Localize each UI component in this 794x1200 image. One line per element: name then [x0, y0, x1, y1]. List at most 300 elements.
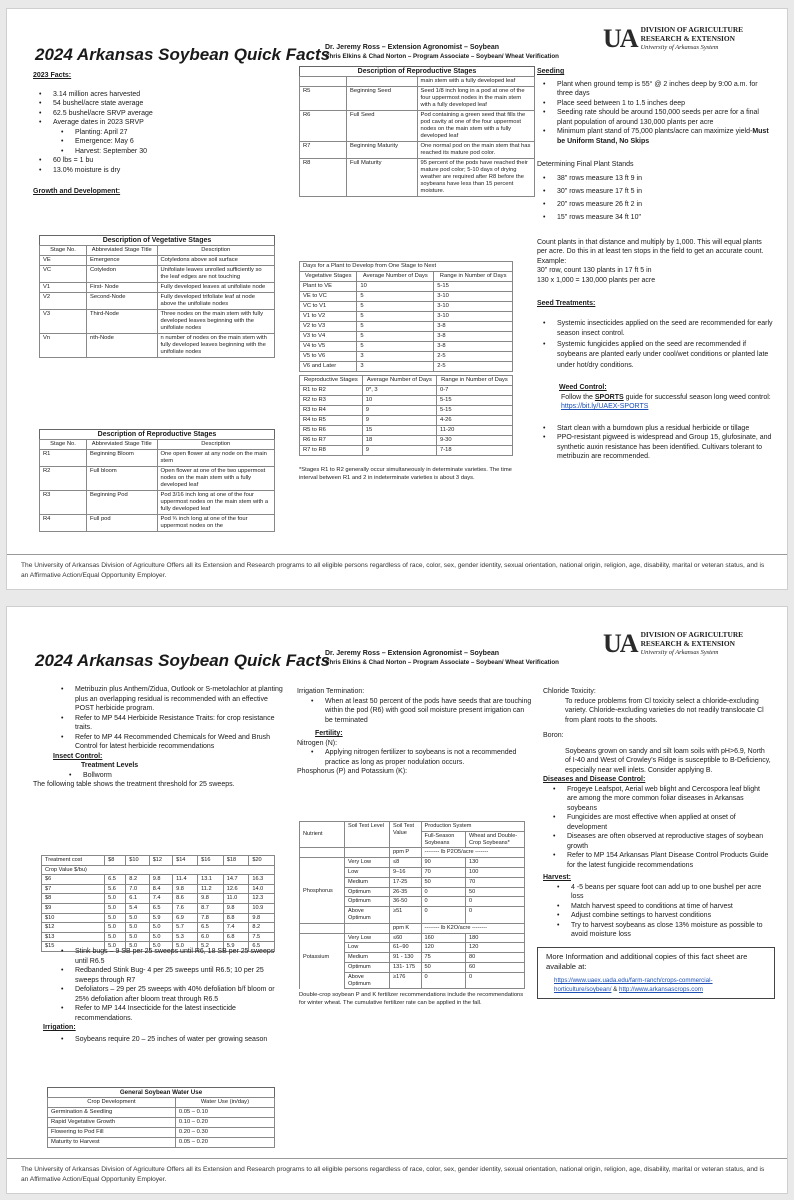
weed-item: • Refer to MP 44 Recommended Chemicals for Weed and Brush Control for latest herbicide recommendations [55, 733, 283, 752]
vegetative-stages-table [39, 235, 275, 358]
stands-example-2: 130 x 1,000 = 130,000 plants per acre [537, 276, 656, 284]
table-cell: One normal pod on the main stem that has reached its mature pod color. [417, 142, 535, 159]
nitrogen-heading: Nitrogen (N): [297, 739, 338, 747]
table-cell: R1 [40, 450, 87, 467]
insect-item: • Stink bugs – 9 SB per 25 sweeps until R6, 18 SB per 25 sweeps until R6.5 [55, 947, 283, 966]
column-header: Stage No. [40, 440, 87, 450]
table-caption: Days for a Plant to Develop from One Stage to Next [300, 262, 513, 272]
table-cell: 0 [466, 972, 525, 989]
table-row [40, 266, 275, 283]
table-cell: R2 [40, 467, 87, 491]
table-cell: 9.8 [173, 884, 198, 894]
table-cell: 7.4 [223, 923, 249, 933]
table-cell: Rapid Vegetative Growth [48, 1118, 176, 1128]
table-cell: 3-10 [434, 292, 513, 302]
table-cell: Crop Value $/bu) [42, 865, 275, 875]
fact-item: • 62.5 bushel/acre SRVP average [33, 109, 283, 119]
table-cell: 3-8 [434, 332, 513, 342]
table-cell: 16.3 [249, 875, 275, 885]
table-cell: 5.0 [126, 942, 149, 952]
table-cell: R3 [40, 491, 87, 515]
insect-item: • Redbanded Stink Bug- 4 per 25 sweeps until R6.5; 10 per 25 sweeps through R7 [55, 966, 283, 985]
table-caption: General Soybean Water Use [47, 1087, 275, 1097]
irrigation-termination-item: • When at least 50 percent of the pods have seeds that are touching within the pod (R6) with good soil moisture present irrigation can be terminated [305, 697, 533, 726]
table-cell: 5 [357, 342, 434, 352]
table-cell: Third-Node [87, 310, 158, 334]
stands-heading: Determining Final Plant Stands [537, 161, 634, 168]
author-header [325, 649, 559, 667]
table-row [42, 894, 275, 904]
table-cell: Full pod [87, 515, 158, 532]
stands-example-1: 30" row, count 130 plants in 17 ft 5 in [537, 267, 652, 274]
seeding-item: • Seeding rate should be around 150,000 seeds per acre for a final plant population of around 130,000 plants per acre [537, 108, 773, 127]
table-row [300, 933, 525, 943]
arkansascrops-link[interactable]: http://www.arkansascrops.com [619, 986, 703, 993]
table-row [300, 312, 513, 322]
table-row [300, 943, 525, 953]
table-cell: 9.8 [223, 903, 249, 913]
fact-sub-item: • Emergence: May 6 [33, 137, 283, 147]
table-cell: Second-Node [87, 293, 158, 310]
table-cell: 17-25 [390, 877, 422, 887]
table-cell: 7.4 [149, 894, 172, 904]
table-cell: 0.05 – 0.20 [175, 1138, 274, 1148]
irrigation-heading: Irrigation: [43, 1024, 76, 1031]
table-row [48, 1108, 275, 1118]
fact-item: • 54 bushel/acre state average [33, 99, 283, 109]
table-cell: R8 [300, 159, 347, 197]
table-row [300, 897, 525, 907]
p2-right-column [543, 687, 771, 940]
table-row [42, 913, 275, 923]
table-row [40, 256, 275, 266]
table-cell: 130 [466, 858, 525, 868]
table-cell: 5.0 [149, 932, 172, 942]
table-cell: Emergence [87, 256, 158, 266]
table-cell: 0 [421, 907, 466, 924]
table-cell: R4 [40, 515, 87, 532]
weed-item: • Metribuzin plus Anthem/Zidua, Outlook or S-metolachlor at planting plus an overlapping residual is recommended with an effective POST herbicide program. [55, 685, 283, 714]
table-cell: 5.0 [149, 923, 172, 933]
table-cell: 90 [421, 858, 466, 868]
stand-item: • 38" rows measure 13 ft 9 in [537, 172, 773, 185]
table-row [48, 1118, 275, 1128]
page-title: 2024 Arkansas Soybean Quick Facts [35, 45, 331, 64]
fact-item: • 3.14 million acres harvested [33, 90, 283, 100]
table-cell: 5.0 [105, 932, 126, 942]
table-row [300, 142, 535, 159]
logo-line-3: University of Arkansas System [640, 44, 719, 51]
column-header: Crop Development [48, 1098, 176, 1108]
table-cell: 5.9 [223, 942, 249, 952]
table-cell: Unifoliate leaves unrolled sufficiently so the leaf edges are not touching [157, 266, 275, 283]
table-cell: 6.5 [149, 903, 172, 913]
seeding-item-text: Minimum plant stand of 75,000 plants/acre can maximize yield- [557, 128, 753, 135]
table-cell: 6.5 [105, 875, 126, 885]
table-cell: 36-50 [390, 897, 422, 907]
logo-line-1: DIVISION OF AGRICULTURE [640, 630, 744, 639]
stand-item: • 15" rows measure 34 ft 10" [537, 211, 773, 224]
column-header: Treatment cost [42, 856, 105, 866]
table-cell: 6.8 [223, 932, 249, 942]
table-cell: V1 to V2 [300, 312, 357, 322]
table-cell: 8.8 [223, 913, 249, 923]
table-cell: 70 [421, 867, 466, 877]
insect-list [33, 947, 283, 1044]
table-cell: 5-15 [436, 406, 512, 416]
column-header: Range in Number of Days [436, 376, 512, 386]
table-row [300, 332, 513, 342]
table-cell: Cotyledon [87, 266, 158, 283]
table-cell: 100 [466, 867, 525, 877]
table-row [300, 953, 525, 963]
irrigation-item: • Soybeans require 20 – 25 inches of water per growing season [55, 1035, 283, 1045]
column-header: Wheat and Double-Crop Soybeans* [466, 831, 525, 848]
table-cell: 131- 175 [390, 962, 422, 972]
uada-logo [603, 627, 753, 661]
table-row [300, 877, 525, 887]
table-cell: 80 [466, 953, 525, 963]
column-header: $10 [126, 856, 149, 866]
column-header: $14 [173, 856, 198, 866]
table-cell: 12.3 [249, 894, 275, 904]
table-cell: 5 [357, 332, 434, 342]
table-cell: 4-26 [436, 416, 512, 426]
vegetative-days-table [299, 261, 513, 372]
seeding-section [537, 67, 773, 462]
table-cell: 3-8 [434, 322, 513, 332]
nutrient-label: Potassium [300, 953, 345, 963]
logo-line-3: University of Arkansas System [640, 649, 719, 656]
table-cell: 3-8 [434, 342, 513, 352]
seeding-item: • Place seed between 1 to 1.5 inches deep [537, 99, 773, 109]
table-cell: 5 [357, 312, 434, 322]
table-cell: R6 to R7 [300, 436, 363, 446]
nutrient-label: Phosphorus [300, 887, 345, 897]
harvest-item: • Try to harvest soybeans as close 13% moisture as possible to avoid moisture loss [551, 921, 771, 940]
table-cell: 120 [466, 943, 525, 953]
table-cell: V4 to V5 [300, 342, 357, 352]
column-header: Stage No. [40, 246, 87, 256]
table-cell: 9 [362, 416, 436, 426]
table-cell: -------- lb K2O/acre -------- [421, 923, 525, 933]
column-header: Soil Test Level [345, 822, 390, 848]
table-cell: Fully developed leaves at unifoliate node [157, 283, 275, 293]
table-cell: Plant to VE [300, 282, 357, 292]
table-row [48, 1138, 275, 1148]
table-cell: Maturity to Harvest [48, 1138, 176, 1148]
table-cell: 0*, 3 [362, 386, 436, 396]
table-cell: 9–16 [390, 867, 422, 877]
nitrogen-item: • Applying nitrogen fertilizer to soybeans is not a recommended practice as long as proper nodulation occurs. [305, 748, 533, 767]
disease-item: • Fungicides are most effective when applied at onset of development [547, 813, 771, 832]
table-row [42, 932, 275, 942]
table-cell: 14.7 [223, 875, 249, 885]
table-cell: Flowering to Pod Fill [48, 1128, 176, 1138]
column-header: Production System [421, 822, 525, 832]
table-cell: Very Low [345, 933, 390, 943]
table-cell: 5.6 [105, 884, 126, 894]
weed-intro: Follow the [561, 393, 595, 401]
table-cell: 2-5 [434, 352, 513, 362]
table-cell: 0 [421, 897, 466, 907]
table-cell: Above Optimum [345, 907, 390, 924]
insect-intro: The following table shows the treatment threshold for 25 sweeps. [33, 781, 235, 788]
fertilizer-note: Double-crop soybean P and K fertilizer recommendations include the recommendations for winter wheat. The cumulative fertilizer rate can be applied in the fall. [299, 992, 524, 1006]
page-1 [6, 8, 788, 590]
logo-mark: UA [603, 24, 637, 53]
footer-disclaimer: The University of Arkansas Division of Agriculture Offers all its Extension and Research programs to all eligible persons regardless of race, color, sex, gender identity, sexual orientation, national origin, religion, age, disability, marital or veteran status, and is an Affirmative Action/Equal Opportunity Employer. [7, 1158, 787, 1193]
author-line-1: Dr. Jeremy Ross – Extension Agronomist – Soybean [325, 44, 500, 51]
table-cell: 61–90 [390, 943, 422, 953]
p2-left-column [33, 685, 283, 790]
table-cell: VC [40, 266, 87, 283]
table-cell: 5.2 [198, 942, 224, 952]
column-header: $20 [249, 856, 275, 866]
table-cell: 9 [362, 446, 436, 456]
table-row [300, 426, 513, 436]
table-cell: 5 [357, 292, 434, 302]
table-cell: 6.9 [173, 913, 198, 923]
table-row [300, 858, 525, 868]
table-cell: Full bloom [87, 467, 158, 491]
table-cell: 5.0 [105, 923, 126, 933]
seed-treatment-item: • Systemic insecticides applied on the seed are recommended for early season insect control. [537, 319, 773, 340]
harvest-item: • Match harvest speed to conditions at time of harvest [551, 902, 771, 912]
table-row [300, 887, 525, 897]
table-cell: R3 to R4 [300, 406, 363, 416]
table-cell: 6.1 [126, 894, 149, 904]
table-cell: 5 [357, 322, 434, 332]
table-cell: R6 [300, 111, 347, 142]
table-cell: V1 [40, 283, 87, 293]
table-row [300, 342, 513, 352]
table-cell: 3-10 [434, 302, 513, 312]
table-cell: Low [345, 943, 390, 953]
disease-item: • Frogeye Leafspot, Aerial web blight and Cercospora leaf blight are among the more common foliar diseases in Arkansas soybeans [547, 785, 771, 814]
table-caption: Description of Reproductive Stages [39, 429, 275, 439]
table-cell: 8.2 [126, 875, 149, 885]
fertility-heading: Fertility: [315, 730, 343, 737]
table-cell: 6.5 [249, 942, 275, 952]
table-cell: 10 [357, 282, 434, 292]
table-cell: 9.8 [249, 913, 275, 923]
table-cell: 5.0 [105, 903, 126, 913]
table-row [300, 87, 535, 111]
table-row [300, 446, 513, 456]
table-cell: 7.6 [173, 903, 198, 913]
logo-mark: UA [603, 629, 637, 658]
table-cell: 10 [362, 396, 436, 406]
table-cell: 12.6 [223, 884, 249, 894]
table-cell: 95 percent of the pods have reached their mature pod color; 5-10 days of drying weather are required after R8 before the soybeans have less than 15 percent moisture. [417, 159, 535, 197]
reproductive-days-table [299, 375, 513, 456]
table-cell: 75 [421, 953, 466, 963]
table-cell: 3-10 [434, 312, 513, 322]
sports-link[interactable]: https://bit.ly/UAEX-SPORTS [561, 403, 649, 410]
harvest-item: • Adjust combine settings to harvest conditions [551, 911, 771, 921]
table-row [42, 875, 275, 885]
more-info-text: More Information and additional copies of this fact sheet are available at: [546, 952, 748, 971]
table-row [300, 352, 513, 362]
boron-heading: Boron: [543, 732, 564, 739]
table-row [300, 386, 513, 396]
table-cell: V2 to V3 [300, 322, 357, 332]
table-cell: 8.7 [198, 903, 224, 913]
table-cell: 160 [421, 933, 466, 943]
column-header: Water Use (in/day) [175, 1098, 274, 1108]
column-header: Range in Number of Days [434, 272, 513, 282]
table-cell: VE to VC [300, 292, 357, 302]
page-2 [6, 606, 788, 1194]
table-cell: 5-15 [436, 396, 512, 406]
table-cell: R4 to R5 [300, 416, 363, 426]
facts-heading: 2023 Facts: [33, 72, 72, 79]
table-row [300, 362, 513, 372]
table-cell: 9-30 [436, 436, 512, 446]
table-cell: ppm K [390, 923, 422, 933]
more-info-box [537, 947, 775, 999]
table-row [40, 467, 275, 491]
table-cell: 5.0 [105, 913, 126, 923]
table-cell: Very Low [345, 858, 390, 868]
table-cell: Beginning Pod [87, 491, 158, 515]
table-row [300, 867, 525, 877]
facts-section [33, 71, 283, 197]
irrigation-termination-heading: Irrigation Termination: [297, 688, 365, 695]
weed-intro-2: guide for successful season long weed control: [623, 393, 771, 401]
growth-heading: Growth and Development: [33, 188, 121, 195]
table-cell: 5.4 [126, 903, 149, 913]
insect-item: • Refer to MP 144 Insecticide for the latest insecticide recommendations. [55, 1004, 283, 1023]
table-cell: ≤60 [390, 933, 422, 943]
table-cell: ≥176 [390, 972, 422, 989]
table-row [42, 923, 275, 933]
table-row [300, 972, 525, 989]
table-caption: Description of Vegetative Stages [39, 235, 275, 245]
table-row [300, 907, 525, 924]
link-separator: & [611, 986, 620, 993]
table-cell: 7.0 [126, 884, 149, 894]
table-cell: Optimum [345, 887, 390, 897]
table-cell: Above Optimum [345, 972, 390, 989]
table-cell: 11.2 [198, 884, 224, 894]
table-cell: 9.8 [198, 894, 224, 904]
table-cell: 5.3 [173, 932, 198, 942]
table-cell: Beginning Maturity [347, 142, 418, 159]
table-row [300, 292, 513, 302]
disease-item: • Diseases are often observed at reproductive stages of soybean growth [547, 832, 771, 851]
uada-logo [603, 22, 753, 56]
column-header: Vegetative Stages [300, 272, 357, 282]
stand-item: • 20" rows measure 26 ft 2 in [537, 198, 773, 211]
author-header [325, 43, 559, 61]
table-cell: 9 [362, 406, 436, 416]
column-header: Abbreviated Stage Title [87, 440, 158, 450]
disease-heading: Diseases and Disease Control: [543, 776, 646, 783]
table-cell: 0 [421, 887, 466, 897]
table-cell: 0-7 [436, 386, 512, 396]
boron-text: Soybeans grown on sandy and silt loam soils with pH>6.9, North of I-40 and West of Crowley's Ridge is susceptible to B-Deficiency, especially near well inlets. Consider applying B. [565, 747, 771, 774]
table-cell: 5.0 [126, 923, 149, 933]
table-cell: One open flower at any node on the main stem [157, 450, 275, 467]
disease-item: • Refer to MP 154 Arkansas Plant Disease Control Products Guide for the latest fungicide recommendations [547, 851, 771, 870]
fact-sub-item: • Harvest: September 30 [33, 147, 283, 157]
table-row [40, 515, 275, 532]
table-cell: Germination & Seedling [48, 1108, 176, 1118]
table-cell: 5.0 [105, 942, 126, 952]
table-cell: Optimum [345, 897, 390, 907]
table-cell: n number of nodes on the main stem with fully developed leaves beginning with the unifoliate nodes [157, 334, 275, 358]
reproductive-note: *Stages R1 to R2 generally occur simultaneously in determinate varieties. The time interval between R1 and 2 in indeterminate varieties is about 3 days. [299, 467, 512, 481]
table-cell: $12 [42, 923, 105, 933]
table-cell: R1 to R2 [300, 386, 363, 396]
column-header: Full-Season Soybeans [421, 831, 466, 848]
table-cell: 11.0 [223, 894, 249, 904]
table-cell: Optimum [345, 962, 390, 972]
weed-item: • Start clean with a burndown plus a residual herbicide or tillage [537, 424, 773, 434]
table-cell: VE [40, 256, 87, 266]
table-row [300, 282, 513, 292]
table-row [300, 416, 513, 426]
seeding-item [537, 127, 773, 146]
table-cell: 0.05 – 0.10 [175, 1108, 274, 1118]
column-header: $12 [149, 856, 172, 866]
table-cell: 3 [357, 362, 434, 372]
pk-fertilizer-table [299, 821, 525, 1007]
table-cell: Three nodes on the main stem with fully developed leaves beginning with the unifoliate nodes [157, 310, 275, 334]
table-cell: 6.5 [198, 923, 224, 933]
table-cell: 50 [421, 962, 466, 972]
table-cell: $6 [42, 875, 105, 885]
pk-heading: Phosphorus (P) and Potassium (K): [297, 768, 408, 775]
table-cell: 8.4 [149, 884, 172, 894]
table-cell: Pod 3/16 inch long at one of the four uppermost nodes on the main stem with a fully developed leaf [157, 491, 275, 515]
table-cell: 11-20 [436, 426, 512, 436]
table-cell: 7.5 [249, 932, 275, 942]
table-cell: First- Node [87, 283, 158, 293]
seed-treatments-heading: Seed Treatments: [537, 300, 596, 307]
table-row [300, 322, 513, 332]
column-header: Average Number of Days [362, 376, 436, 386]
table-cell: V5 to V6 [300, 352, 357, 362]
table-cell: Full Seed [347, 111, 418, 142]
table-row [300, 436, 513, 446]
table-cell: 70 [466, 877, 525, 887]
table-cell: $15 [42, 942, 105, 952]
table-cell: 0 [466, 897, 525, 907]
table-row [40, 450, 275, 467]
table-cell: 9.8 [149, 875, 172, 885]
table-cell: main stem with a fully developed leaf [417, 77, 535, 87]
table-row [42, 903, 275, 913]
column-header: $16 [198, 856, 224, 866]
logo-line-2: RESEARCH & EXTENSION [640, 34, 736, 43]
table-cell: 8.6 [173, 894, 198, 904]
table-cell: V2 [40, 293, 87, 310]
stands-text: Count plants in that distance and multiply by 1,000. This will equal plants per acre. Do this in at least ten stops in the field to get an accurate count. Example: [537, 238, 764, 265]
table-row [40, 310, 275, 334]
table-cell: 5.0 [126, 913, 149, 923]
uaex-soybean-link[interactable]: https://www.uaex.uada.edu/farm-ranch/crops-commercial-horticulture/soybean/ [554, 977, 713, 993]
bollworm-threshold-table [41, 855, 275, 952]
water-use-table [47, 1087, 275, 1148]
column-header: Soil Test Value [390, 822, 422, 848]
table-row [40, 334, 275, 358]
seeding-heading: Seeding [537, 68, 565, 75]
author-line-2: Chris Elkins & Chad Norton – Program Associate – Soybean/ Wheat Verification [325, 53, 559, 60]
table-row [300, 302, 513, 312]
